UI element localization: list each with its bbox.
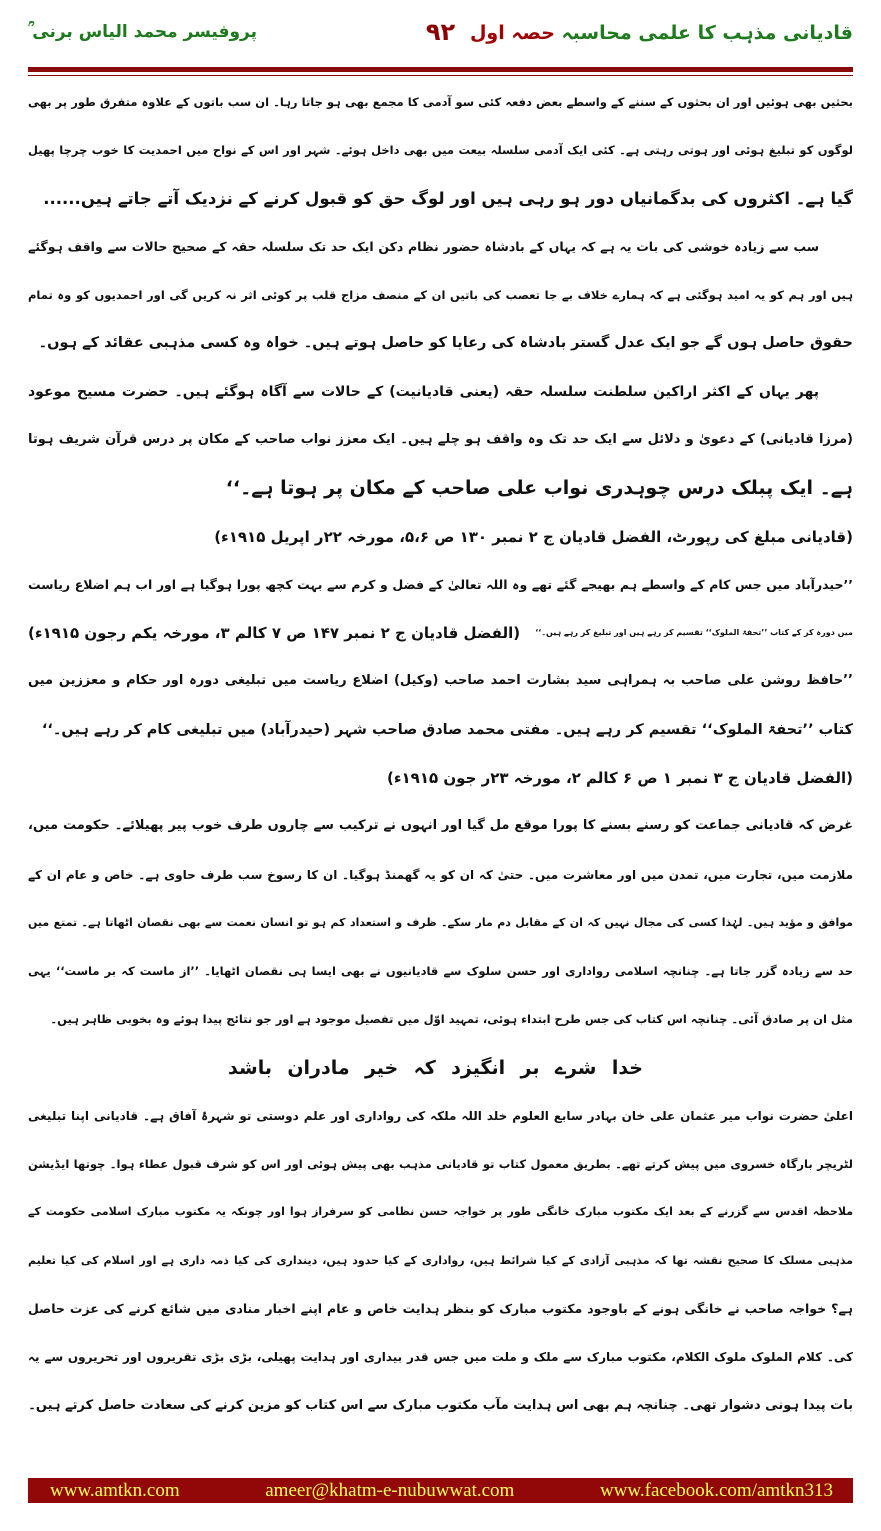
citation: (قادیانی مبلغ کی رپورٹ، الفضل قادیان ج ۲ نمبر ۱۳۰ ص ۵،۶، مورخہ ۲۲ر اپریل ۱۹۱۵ء)	[214, 527, 853, 546]
poem-word: مادران	[287, 1056, 350, 1079]
text-line: ہیں اور ہم کو یہ امید ہوگئی ہے کہ ہمارے خلاف بے جا تعصب کی باتیں ان کے منصف مزاج قلب پر کوئی اثر نہ کریں گی اور احمدیوں کو وہ تمام	[28, 288, 853, 303]
footer-email-link[interactable]: ameer@khatm-e-nubuwwat.com	[265, 1479, 515, 1501]
poem-word: شرے	[554, 1056, 597, 1079]
text-line: مثل ان پر صادق آئی۔ چنانچہ اس کتاب کی جس طرح ابتداء ہوئی، تمہید اوّل میں تفصیل موجود ہے اور جو نتائج پیدا ہوئے وہ بخوبی ظاہر ہیں۔	[50, 1012, 853, 1027]
text-line: ’’حیدرآباد میں جس کام کے واسطے ہم بھیجے گئے تھے وہ اللہ تعالیٰ کے فضل و کرم سے بہت کچھ پورا ہوگیا ہے اور اب ہم اضلاع ریاست	[28, 576, 853, 592]
text-line: غرض کہ قادیانی جماعت کو رسنے بسنے کا پورا موقع مل گیا اور انہوں نے ترکیب سے چاروں طرف خوب پیر پھیلائے۔ حکومت میں،	[28, 818, 853, 834]
text-line: موافق و مؤید ہیں۔ لہٰذا کسی کی مجال نہیں کہ ان کے مقابل دم مار سکے۔ ظرف و استعداد کم ہو تو انسان نعمت سے بھی نقصان اٹھاتا ہے۔ تمتع میں	[28, 915, 853, 929]
poem-word: باشد	[228, 1056, 272, 1079]
text-line: میں دورہ کر کے کتاب ’’تحفۃ الملوک‘‘ تقسیم کر رہے ہیں اور تبلیغ کر رہے ہیں۔‘‘	[535, 628, 853, 638]
text-line: گیا ہے۔ اکثروں کی بدگمانیاں دور ہو رہی ہیں اور لوگ حق کو قبول کرنے کے نزدیک آتے جاتے ہیں......	[43, 188, 853, 208]
text-line: اعلیٰ حضرت نواب میر عثمان علی خان بہادر سابع العلوم خلد اللہ ملکہ کی رواداری اور علم دوستی تو شہرۂ آفاق ہے۔ قادیانی اپنا تبلیغی	[28, 1108, 853, 1123]
footer-bar	[28, 1478, 853, 1503]
text-line: لٹریچر بارگاہ خسروی میں پیش کرتے تھے۔ بطریق معمول کتاب تو قادیانی مذہب بھی پیش ہوئی اور اس کو شرف قبول عطاء ہوا۔ چوتھا ایڈیشن	[28, 1157, 853, 1172]
poem-word: انگیزد	[451, 1056, 506, 1079]
citation: (الفضل قادیان ج ۳ نمبر ۱ ص ۶ کالم ۲، مورخہ ۲۳ر جون ۱۹۱۵ء)	[387, 768, 853, 787]
poem-verse	[28, 1050, 853, 1086]
poem-word: کہ	[413, 1056, 436, 1079]
text-line: (مرزا قادیانی) کے دعویٰ و دلائل سے ایک حد تک وہ واقف ہو چلے ہیں۔ ایک معزز نواب صاحب کے مکان پر درس قرآن شریف ہوتا	[28, 431, 853, 447]
text-line: ملاحظہ اقدس سے گزرنے کے بعد ایک مکتوب مبارک خانگی طور پر خواجہ حسن نظامی کو سرفراز ہوا اور چونکہ یہ مکتوب مبارک اسلامی حکومت کے	[28, 1205, 853, 1219]
text-line: پھر یہاں کے اکثر اراکین سلطنت سلسلہ حقہ (یعنی قادیانیت) کے حالات سے آگاہ ہوگئے ہیں۔ حضرت مسیح موعود	[28, 383, 819, 400]
header-divider-thick	[28, 67, 853, 72]
page-body	[28, 84, 853, 1424]
text-line: بحثیں بھی ہوئیں اور ان بحثوں کے سننے کے واسطے بعض دفعہ کئی سو آدمی کا مجمع بھی ہو جاتا رہا۔ ان سب باتوں کے علاوہ متفرق طور پر بھی	[28, 95, 853, 109]
poem-word: خدا	[611, 1056, 643, 1079]
book-part: حصہ اول	[469, 22, 555, 44]
header-divider-thin	[28, 75, 853, 76]
book-title-main: قادیانی مذہب کا علمی محاسبہ	[561, 22, 853, 44]
text-line: ملازمت میں، تجارت میں، تمدن میں اور معاشرت میں۔ حتیٰ کہ ان کو یہ گھمنڈ ہوگیا۔ ان کا رسوخ سب طرف حاوی ہے۔ خاص و عام ان کے	[28, 867, 853, 882]
footer-facebook-link[interactable]: www.facebook.com/amtkn313	[599, 1479, 833, 1501]
footer-website-link[interactable]: www.amtkn.com	[50, 1479, 180, 1501]
text-line: ’’حافظ روشن علی صاحب بہ ہمراہی سید بشارت احمد صاحب (وکیل) اضلاع ریاست میں تبلیغی دورہ اور حکام و معززین میں	[28, 673, 853, 689]
text-line: مذہبی مسلک کا صحیح نقشہ تھا کہ مذہبی آزادی کے کیا شرائط ہیں، رواداری کے کیا حدود ہیں، دینداری کی کیا ذمہ داری ہے اور اسلام کی کیا تعلیم	[28, 1253, 853, 1267]
text-line: کی۔ کلام الملوک ملوک الکلام، مکتوب مبارک سے ملک و ملت میں جس قدر بیداری اور ہدایت پھیلی، بڑی بڑی تقریروں اور تحریروں سے یہ	[28, 1350, 853, 1365]
text-line: سب سے زیادہ خوشی کی بات یہ ہے کہ یہاں کے بادشاہ حضور نظام دکن ایک حد تک سلسلہ حقہ کے صحیح حالات سے واقف ہوگئے	[28, 238, 819, 254]
text-line: لوگوں کو تبلیغ ہوئی اور ہوتی رہتی ہے۔ کئی ایک آدمی سلسلہ بیعت میں بھی داخل ہوئے۔ شہر اور اس کے نواح میں احمدیت کا خوب چرچا پھیل	[28, 143, 853, 158]
text-line: ہے۔ ایک پبلک درس چوہدری نواب علی صاحب کے مکان پر ہوتا ہے۔‘‘	[225, 477, 853, 500]
text-line: حقوق حاصل ہوں گے جو ایک عدل گستر بادشاہ کی رعایا کو حاصل ہوتے ہیں۔ خواہ وہ کسی مذہبی عقائد کے ہوں۔	[38, 335, 853, 352]
page-number: ۹۲	[425, 18, 456, 46]
text-line: بات پیدا ہونی دشوار تھی۔ چنانچہ ہم بھی اس ہدایت مآب مکتوب مبارک سے اس کتاب کو مزین کرنے کی سعادت حاصل کرتے ہیں۔	[28, 1397, 853, 1413]
poem-word: بر	[520, 1056, 540, 1079]
author-name: پروفیسر محمد الیاس برنی ؒ	[28, 22, 258, 42]
text-line: حد سے زیادہ گزر جاتا ہے۔ چنانچہ اسلامی رواداری اور حسن سلوک سے قادیانیوں نے بھی ایسا ہی نقصان اٹھایا۔ ’’از ماست کہ بر ماست‘‘ یہی	[28, 964, 853, 979]
poem-word: خیر	[364, 1056, 399, 1079]
text-line-with-citation	[28, 615, 853, 651]
text-line: کتاب ’’تحفۃ الملوک‘‘ تقسیم کر رہے ہیں۔ مفتی محمد صادق صاحب شہر (حیدرآباد) میں تبلیغی کام کر رہے ہیں۔‘‘	[41, 721, 853, 738]
text-line: ہے؟ خواجہ صاحب نے خانگی ہونے کے باوجود مکتوب مبارک کو بنظر ہدایت خاص و عام اپنے اخبار منادی میں شائع کرنے کی عزت حاصل	[28, 1301, 853, 1317]
citation: (الفضل قادیان ج ۲ نمبر ۱۴۷ ص ۷ کالم ۳، مورخہ یکم رجون ۱۹۱۵ء)	[28, 624, 521, 643]
